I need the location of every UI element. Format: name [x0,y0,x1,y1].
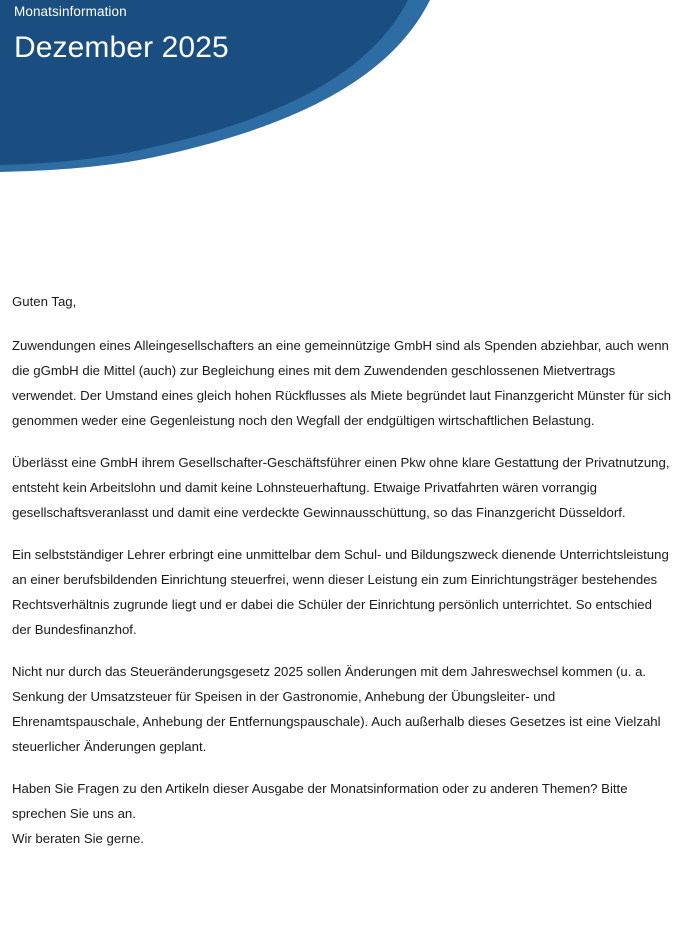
greeting-text: Guten Tag, [12,294,77,309]
body-paragraph-4: Nicht nur durch das Steueränderungsgesetz 2025 sollen Änderungen mit dem Jahreswechsel kommen (u. a. Senkung der Umsatzsteuer für Speisen in der Gastronomie, Anhebung der Übungsleiter- und Ehrenamtspauschale, Anhebung der Entfernungspauschale). Auch außerhalb dieses Gesetzes ist eine Vielzahl steuerlicher Änderungen geplant. [12,664,661,754]
closing-block [12,776,672,851]
header-eyebrow: Monatsinformation [14,4,127,19]
body-paragraph-2: Überlässt eine GmbH ihrem Gesellschafter-Geschäftsführer einen Pkw ohne klare Gestattung der Privatnutzung, entsteht kein Arbeitslohn und damit keine Lohnsteuerhaftung. Etwaige Privatfahrten wären vorrangig gesellschaftsveranlasst und damit eine verdeckte Gewinnausschüttung, so das Finanzgericht Düsseldorf. [12,455,670,520]
body-paragraph-1: Zuwendungen eines Alleingesellschafters an eine gemeinnützige GmbH sind als Spenden abziehbar, auch wenn die gGmbH die Mittel (auch) zur Begleichung eines mit dem Zuwendenden geschlossenen Mietvertrags verwendet. Der Umstand eines gleich hohen Rückflusses als Miete begründet laut Finanzgericht Münster für sich genommen weder eine Gegenleistung noch den Wegfall der endgültigen wirtschaftlichen Belastung. [12,338,671,428]
body-paragraph-3: Ein selbstständiger Lehrer erbringt eine unmittelbar dem Schul- und Bildungszweck dienende Unterrichtsleistung an einer berufsbildenden Einrichtung steuerfrei, wenn dieser Leistung ein zum Einrichtungsträger bestehendes Rechtsverhältnis zugrunde liegt und er dabei die Schüler der Einrichtung persönlich unterrichtet. So entschied der Bundesfinanzhof. [12,547,669,637]
document-body [12,292,672,851]
closing-line-1: Haben Sie Fragen zu den Artikeln dieser Ausgabe der Monatsinformation oder zu anderen Themen? Bitte sprechen Sie uns an. [12,781,628,821]
page-title: Dezember 2025 [14,31,229,64]
closing-line-2: Wir beraten Sie gerne. [12,831,144,846]
document-header-banner [0,0,680,172]
header-text-block [14,3,229,68]
